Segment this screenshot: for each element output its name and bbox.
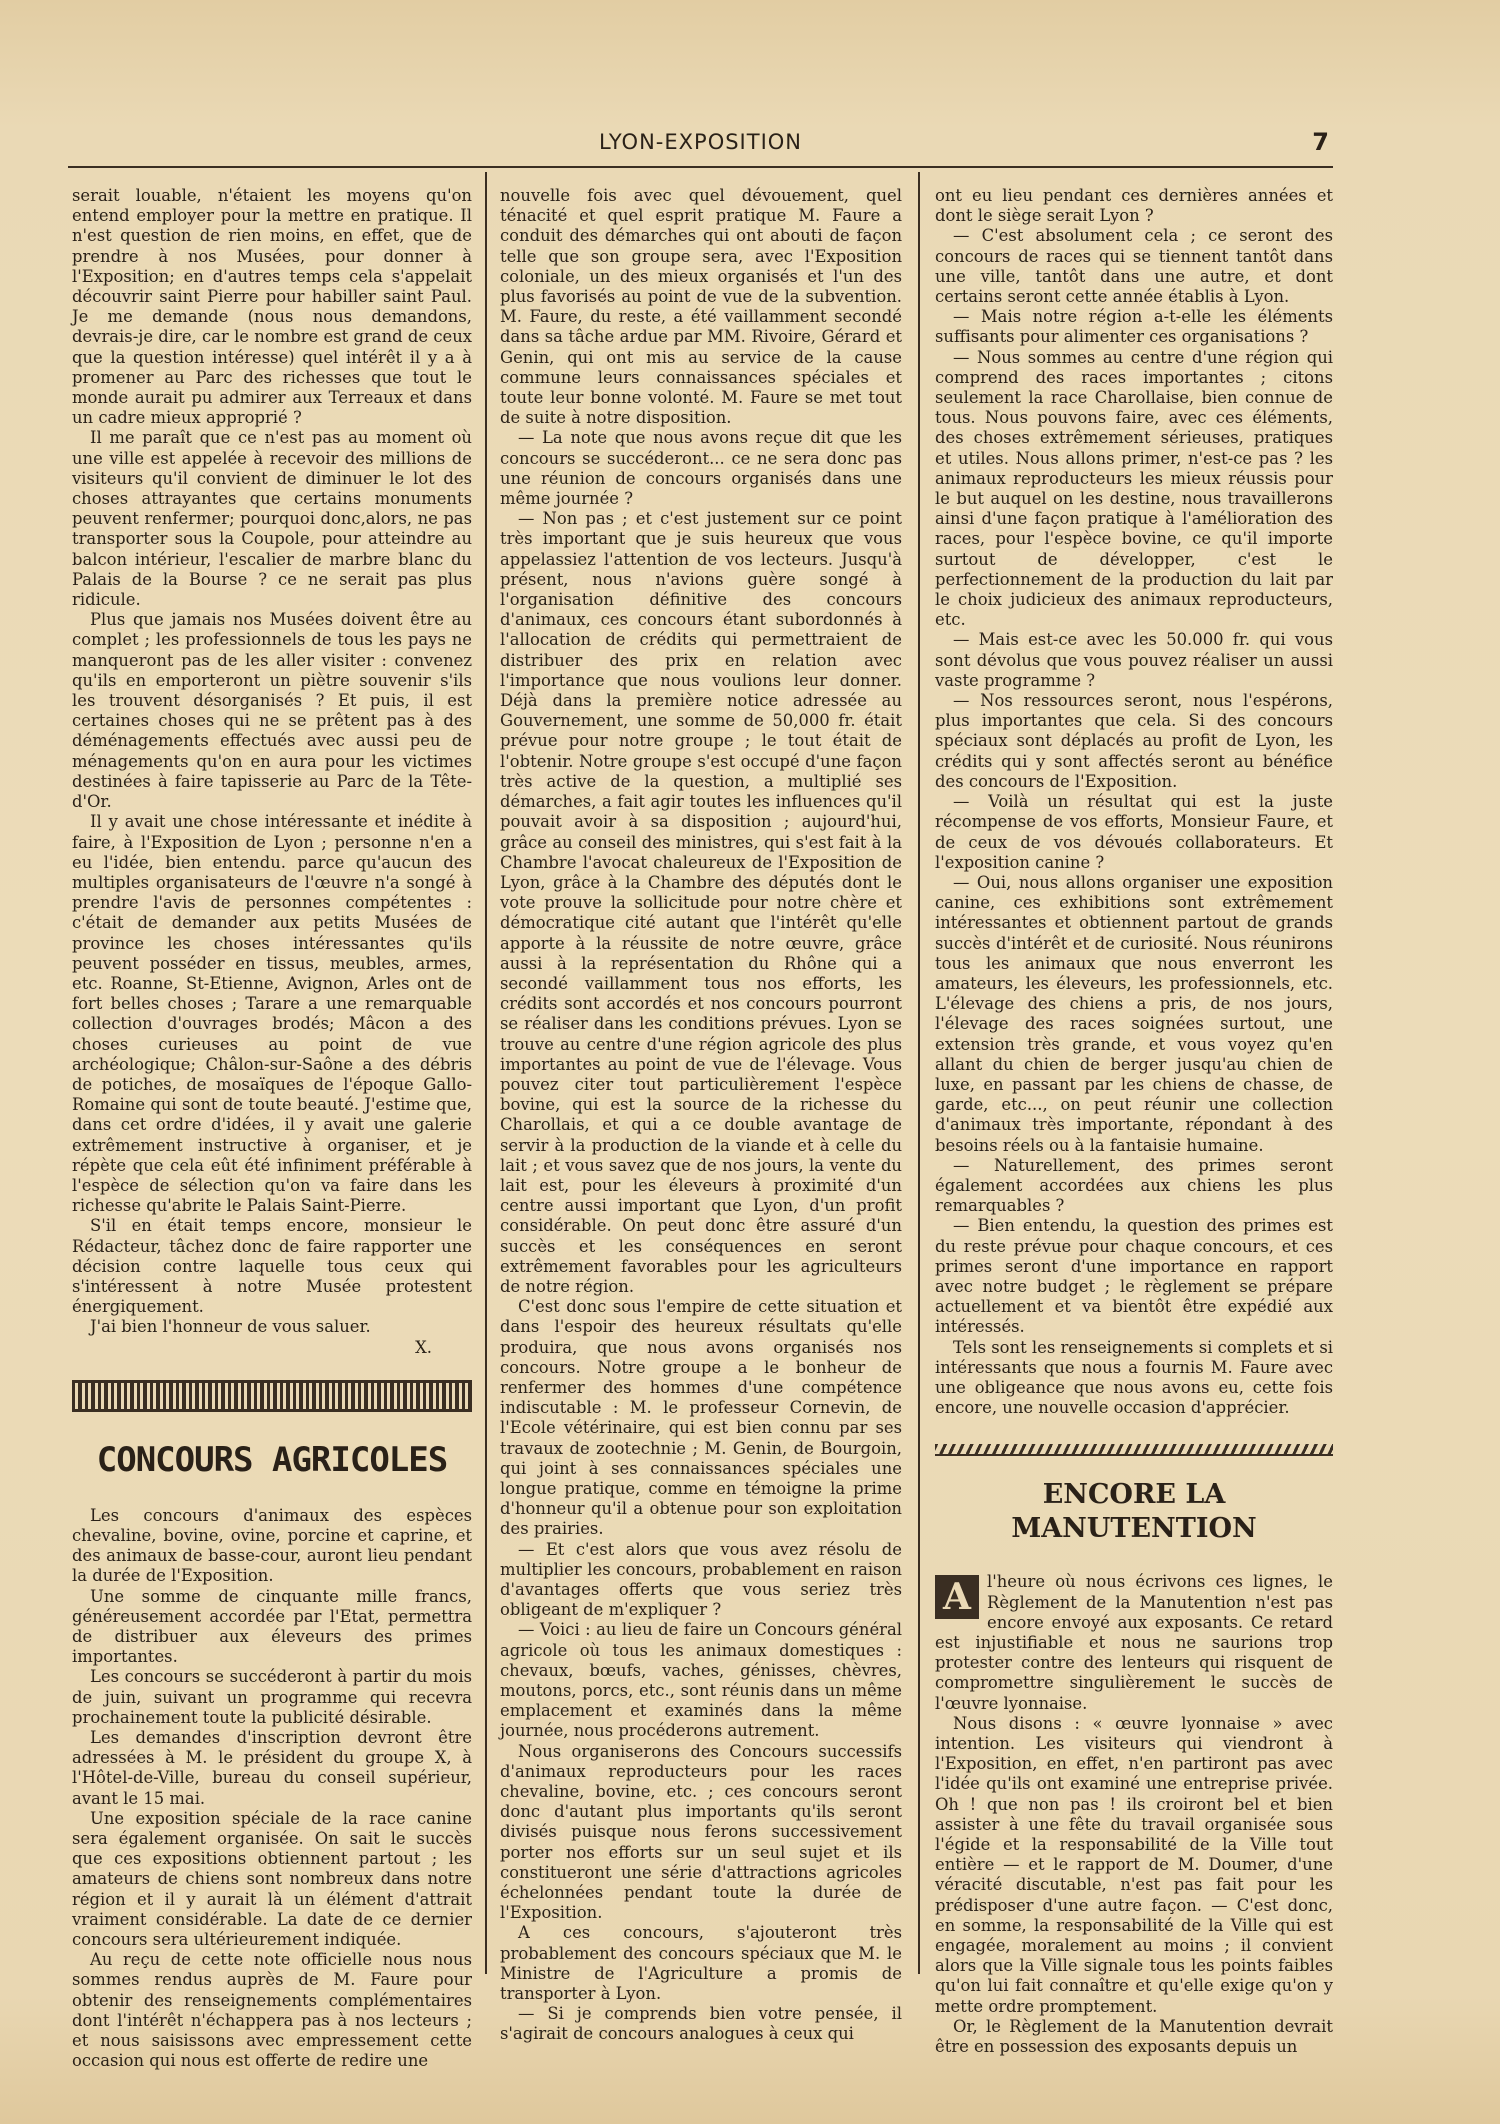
- paragraph: — La note que nous avons reçue dit que les concours se succéderont... ce ne sera donc pas une réunion de concours organisés dans une même journée ?: [500, 428, 902, 509]
- paragraph: — Bien entendu, la question des primes est du reste prévue pour chaque concours, et ces primes seront d'une importance en rapport avec notre budget ; le règlement se prépare actuellement et va bientôt être expédié aux intéressés.: [935, 1216, 1333, 1337]
- page-header: [68, 126, 1333, 168]
- paragraph: Il me paraît que ce n'est pas au moment où une ville est appelée à recevoir des millions de visiteurs qu'il convient de diminuer le lot des choses attrayantes que certains monuments peuvent renfermer; pourquoi donc,alors, ne pas transporter sous la Coupole, pour atteindre au balcon intérieur, l'escalier de marbre blanc du Palais de la Bourse ? ce ne serait pas plus ridicule.: [72, 428, 472, 610]
- paragraph: Plus que jamais nos Musées doivent être au complet ; les professionnels de tous les pays ne manqueront pas de les aller visiter : convenez qu'ils en emporteront un piètre souvenir s'ils les trouvent désorganisés ? Et puis, il est certaines choses qui ne se prêtent pas à des déménagements effectués avec aussi peu de ménagements qu'on en aura pour les victimes destinées à faire tapisserie au Parc de la Tête-d'Or.: [72, 610, 472, 812]
- paragraph: — Naturellement, des primes seront également accordées aux chiens les plus remarquables ?: [935, 1155, 1333, 1216]
- paragraph: Une exposition spéciale de la race canine sera également organisée. On sait le succès que ces expositions obtiennent partout ; les amateurs de chiens sont nombreux dans notre région et il y aurait là un élément d'attrait vraiment considérable. La date de ce dernier concours sera ultérieurement indiquée.: [72, 1808, 472, 1950]
- paragraph: — Mais est-ce avec les 50.000 fr. qui vous sont dévolus que vous pouvez réaliser un aussi vaste programme ?: [935, 630, 1333, 690]
- column-1: [72, 186, 472, 2071]
- paragraph: — Non pas ; et c'est justement sur ce point très important que je suis heureux que vous appelassiez l'attention de vos lecteurs. Jusqu'à présent, nous n'avions guère songé à l'organisation définitive des concours d'animaux, ces concours étant subordonnés à l'allocation de crédits qui permettraient de distribuer des prix en relation avec l'importance que nous voulions leur donner. Déjà dans la première notice adressée au Gouvernement, une somme de 50,000 fr. était prévue pour notre groupe ; le tout était de l'obtenir. Notre groupe s'est occupé d'une façon très active de la question, a multiplié ses démarches, a fait agir toutes les influences qu'il pouvait avoir à sa disposition ; aujourd'hui, grâce au conseil des ministres, qui s'est fait à la Chambre l'avocat chaleureux de l'Exposition de Lyon, grâce à la Chambre des députés dont le vote prouve la sollicitude pour notre chère et démocratique cité autant que l'intérêt qu'elle apporte à la réussite de notre œuvre, grâce aussi à la représentation du Rhône qui a secondé vaillamment tous nos efforts, les crédits sont accordés et nos concours pourront se réaliser dans les conditions prévues. Lyon se trouve au centre d'une région agricole des plus importantes au point de vue de l'élevage. Vous pouvez citer tout particulièrement l'espèce bovine, qui est la source de la richesse du Charollais, et qui a ce double avantage de servir à la production de la viande et à celle du lait ; et vous savez que de nos jours, la vente du lait est, pour les éleveurs à proximité d'un centre aussi important que Lyon, d'un profit considérable. On peut donc être assuré d'un succès et les conséquences en seront extrêmement favorables pour les agriculteurs de notre région.: [500, 509, 902, 1296]
- paragraph: — Mais notre région a-t-elle les éléments suffisants pour alimenter ces organisations ?: [935, 307, 1333, 347]
- paragraph-text: l'heure où nous écrivons ces lignes, le Règlement de la Manutention n'est pas encore envoyé aux exposants. Ce retard est injustifiable et nous ne saurions trop protester contre des lenteurs qui risquent de compromettre singulièrement le succès de l'œuvre lyonnaise.: [935, 1572, 1333, 1713]
- drop-cap: A: [935, 1575, 979, 1619]
- column-2: [500, 186, 902, 2044]
- page-number: 7: [1312, 128, 1329, 156]
- paragraph: Tels sont les renseignements si complets et si intéressants que nous a fournis M. Faure avec une obligeance que nous avons eu, cette fois encore, une nouvelle occasion d'apprécier.: [935, 1337, 1333, 1418]
- paragraph: S'il en était temps encore, monsieur le Rédacteur, tâchez donc de faire rapporter une décision contre laquelle tous ceux qui s'intéressent à notre Musée protestent énergiquement.: [72, 1216, 472, 1317]
- column-rule-1: [485, 172, 487, 1974]
- paragraph: — Nos ressources seront, nous l'espérons, plus importantes que cela. Si des concours spéciaux sont déplacés au profit de Lyon, les crédits qui y sont affectés seront au bénéfice des concours de l'Exposition.: [935, 691, 1333, 791]
- letter-signature: X.: [415, 1337, 432, 1357]
- paragraph: Au reçu de cette note officielle nous nous sommes rendus auprès de M. Faure pour obtenir des renseignements complémentaires dont l'intérêt n'échappera pas à nos lecteurs ; et nous saisissons avec empressement cette occasion qui nous est offerte de redire une: [72, 1950, 472, 2071]
- paragraph: — Voilà un résultat qui est la juste récompense de vos efforts, Monsieur Faure, et de ceux de vos dévoués collaborateurs. Et l'exposition canine ?: [935, 792, 1333, 872]
- paragraph: — Si je comprends bien votre pensée, il s'agirait de concours analogues à ceux qui: [500, 2004, 902, 2044]
- ornamental-divider: [72, 1380, 472, 1412]
- paragraph: Une somme de cinquante mille francs, généreusement accordée par l'Etat, permettra de distribuer aux éleveurs des primes importantes.: [72, 1586, 472, 1667]
- paragraph: Il y avait une chose intéressante et inédite à faire, à l'Exposition de Lyon ; personne n'en a eu l'idée, bien entendu. parce qu'aucun des multiples organisateurs de l'œuvre n'a songé à prendre l'avis de personnes compétentes : c'était de demander aux petits Musées de province les choses intéressantes qu'ils peuvent posséder en tissus, meubles, armes, etc. Roanne, St-Etienne, Avignon, Arles ont de fort belles choses ; Tarare a une remarquable collection d'ouvrages brodés; Mâcon a des choses curieuses au point de vue archéologique; Châlon-sur-Saône a des débris de potiches, de mosaïques de l'époque Gallo-Romaine qui sont de toute beauté. J'estime que, dans cet ordre d'idées, il y avait une galerie extrêmement instructive à organiser, et je répète que cela eût été infiniment préférable à l'espèce de sélection qu'on va faire dans les richesse qu'abrite le Palais Saint-Pierre.: [72, 812, 472, 1216]
- paragraph: Les demandes d'inscription devront être adressées à M. le président du groupe X, à l'Hôtel-de-Ville, bureau du conseil supérieur, avant le 15 mai.: [72, 1728, 472, 1808]
- paragraph: ont eu lieu pendant ces dernières années et dont le siège serait Lyon ?: [935, 186, 1333, 226]
- paragraph: Or, le Règlement de la Manutention devrait être en possession des exposants depuis un: [935, 2016, 1333, 2057]
- ornamental-divider: [935, 1444, 1333, 1456]
- paragraph: — Oui, nous allons organiser une exposition canine, ces exhibitions sont extrêmement intéressantes et obtiennent partout de grands succès d'intérêt et de curiosité. Nous réunirons tous les animaux que nous enverront les amateurs, les éleveurs, les professionnels, etc. L'élevage des chiens a pris, de nos jours, l'élevage des races soignées surtout, une extension très grande, et vous voyez qu'en allant du chien de berger jusqu'au chien de luxe, en passant par les chiens de chasse, de garde, etc..., on peut réunir une collection d'animaux très importante, répondant à des besoins réels ou à la fantaisie humaine.: [935, 872, 1333, 1155]
- paragraph: — Nous sommes au centre d'une région qui comprend des races importantes ; citons seulement la race Charollaise, bien connue de tous. Nous pouvons faire, avec ces éléments, des choses extrêmement sérieuses, pratiques et utiles. Nous allons primer, n'est-ce pas ? les animaux reproducteurs les mieux réussis pour le but auquel on les destine, nous travaillerons ainsi d'une façon pratique à l'amélioration des races, pour l'espèce bovine, ce qu'il importe surtout de développer, c'est le perfectionnement de la production du lait par le choix judicieux des animaux reproducteurs, etc.: [935, 347, 1333, 630]
- paragraph: — Et c'est alors que vous avez résolu de multiplier les concours, probablement en raison d'avantages offerts que vous seriez très obligeant de m'expliquer ?: [500, 1539, 902, 1620]
- paragraph: C'est donc sous l'empire de cette situation et dans l'espoir des heureux résultats qu'elle produira, que nous avons organisés nos concours. Notre groupe a le bonheur de renfermer des hommes d'une compétence indiscutable : M. le professeur Cornevin, de l'Ecole vétérinaire, qui est bien connu par ses travaux de zootechnie ; M. Genin, de Bourgoin, qui joint à ses connaissances spéciales une longue pratique, comme en témoigne la prime d'honneur qu'il a obtenue pour son exploitation des prairies.: [500, 1297, 902, 1539]
- paragraph: J'ai bien l'honneur de vous saluer.: [90, 1317, 371, 1337]
- paragraph: A ces concours, s'ajouteront très probablement des concours spéciaux que M. le Ministre de l'Agriculture a promis de transporter à Lyon.: [500, 1923, 902, 2004]
- section-title-concours-agricoles: CONCOURS AGRICOLES: [96, 1439, 448, 1480]
- paragraph: nouvelle fois avec quel dévouement, quel ténacité et quel esprit pratique M. Faure a conduit des démarches qui ont abouti de façon telle que son groupe sera, avec l'Exposition coloniale, un des mieux organisés et l'un des plus favorisés au point de vue de la subvention. M. Faure, du reste, a été vaillamment secondé dans sa tâche ardue par MM. Rivoire, Gérard et Genin, qui ont mis au service de la cause commune leurs connaissances spéciales et toute leur bonne volonté. M. Faure se met tout de suite à notre disposition.: [500, 186, 902, 428]
- paragraph: Nous organiserons des Concours successifs d'animaux reproducteurs pour les races chevaline, bovine, etc. ; ces concours seront donc d'autant plus importants qu'ils seront divisés puisque nous ferons successivement porter nos efforts sur un seul sujet et ils constitueront une série d'attractions agricoles échelonnées pendant toute la durée de l'Exposition.: [500, 1741, 902, 1923]
- section-title-encore-la-manutention: ENCORE LA MANUTENTION: [1011, 1479, 1257, 1545]
- paragraph: — Voici : au lieu de faire un Concours général agricole où tous les animaux domestiques : chevaux, bœufs, vaches, génisses, chèvres, moutons, porcs, etc., sont réunis dans un même emplacement et examinés dans la même journée, nous procéderons autrement.: [500, 1620, 902, 1741]
- column-rule-2: [918, 172, 920, 1974]
- paragraph: Nous disons : « œuvre lyonnaise » avec intention. Les visiteurs qui viendront à l'Exposition, en effet, n'en partiront pas avec l'idée qu'ils ont examiné une entreprise privée. Oh ! que non pas ! ils croiront bel et bien assister à une fête du travail organisée sous l'égide et la responsabilité de la Ville tout entière — et le rapport de M. Doumer, d'une véracité discutable, n'est pas fait pour les prédisposer d'une autre façon. — C'est donc, en somme, la responsabilité de la Ville qui est engagée, moralement au moins ; il convient alors que la Ville signale tous les points faibles qu'on lui fait connaître et qu'elle exige qu'on y mette ordre promptement.: [935, 1713, 1333, 2016]
- paragraph: Les concours se succéderont à partir du mois de juin, suivant un programme qui recevra prochainement toute la publicité désirable.: [72, 1667, 472, 1727]
- running-title: LYON-EXPOSITION: [598, 130, 803, 154]
- paragraph: Les concours d'animaux des espèces chevaline, bovine, ovine, porcine et caprine, et des animaux de basse-cour, auront lieu pendant la durée de l'Exposition.: [72, 1505, 472, 1586]
- paragraph: serait louable, n'étaient les moyens qu'on entend employer pour la mettre en pratique. Il n'est question de rien moins, en effet, que de prendre à nos Musées, pour donner à l'Exposition; en d'autres temps cela s'appelait découvrir saint Pierre pour habiller saint Paul. Je me demande (nous nous demandons, devrais-je dire, car le nombre est grand de ceux que la question intéresse) quel intérêt il y a à promener au Parc des richesses que tout le monde aurait pu admirer aux Terreaux et dans un cadre mieux approprié ?: [72, 186, 472, 428]
- paragraph: — C'est absolument cela ; ce seront des concours de races qui se tiennent tantôt dans une ville, tantôt dans une autre, et dont certains seront cette année établis à Lyon.: [935, 226, 1333, 307]
- paragraph: [935, 1572, 1333, 1713]
- column-3: [935, 186, 1333, 2057]
